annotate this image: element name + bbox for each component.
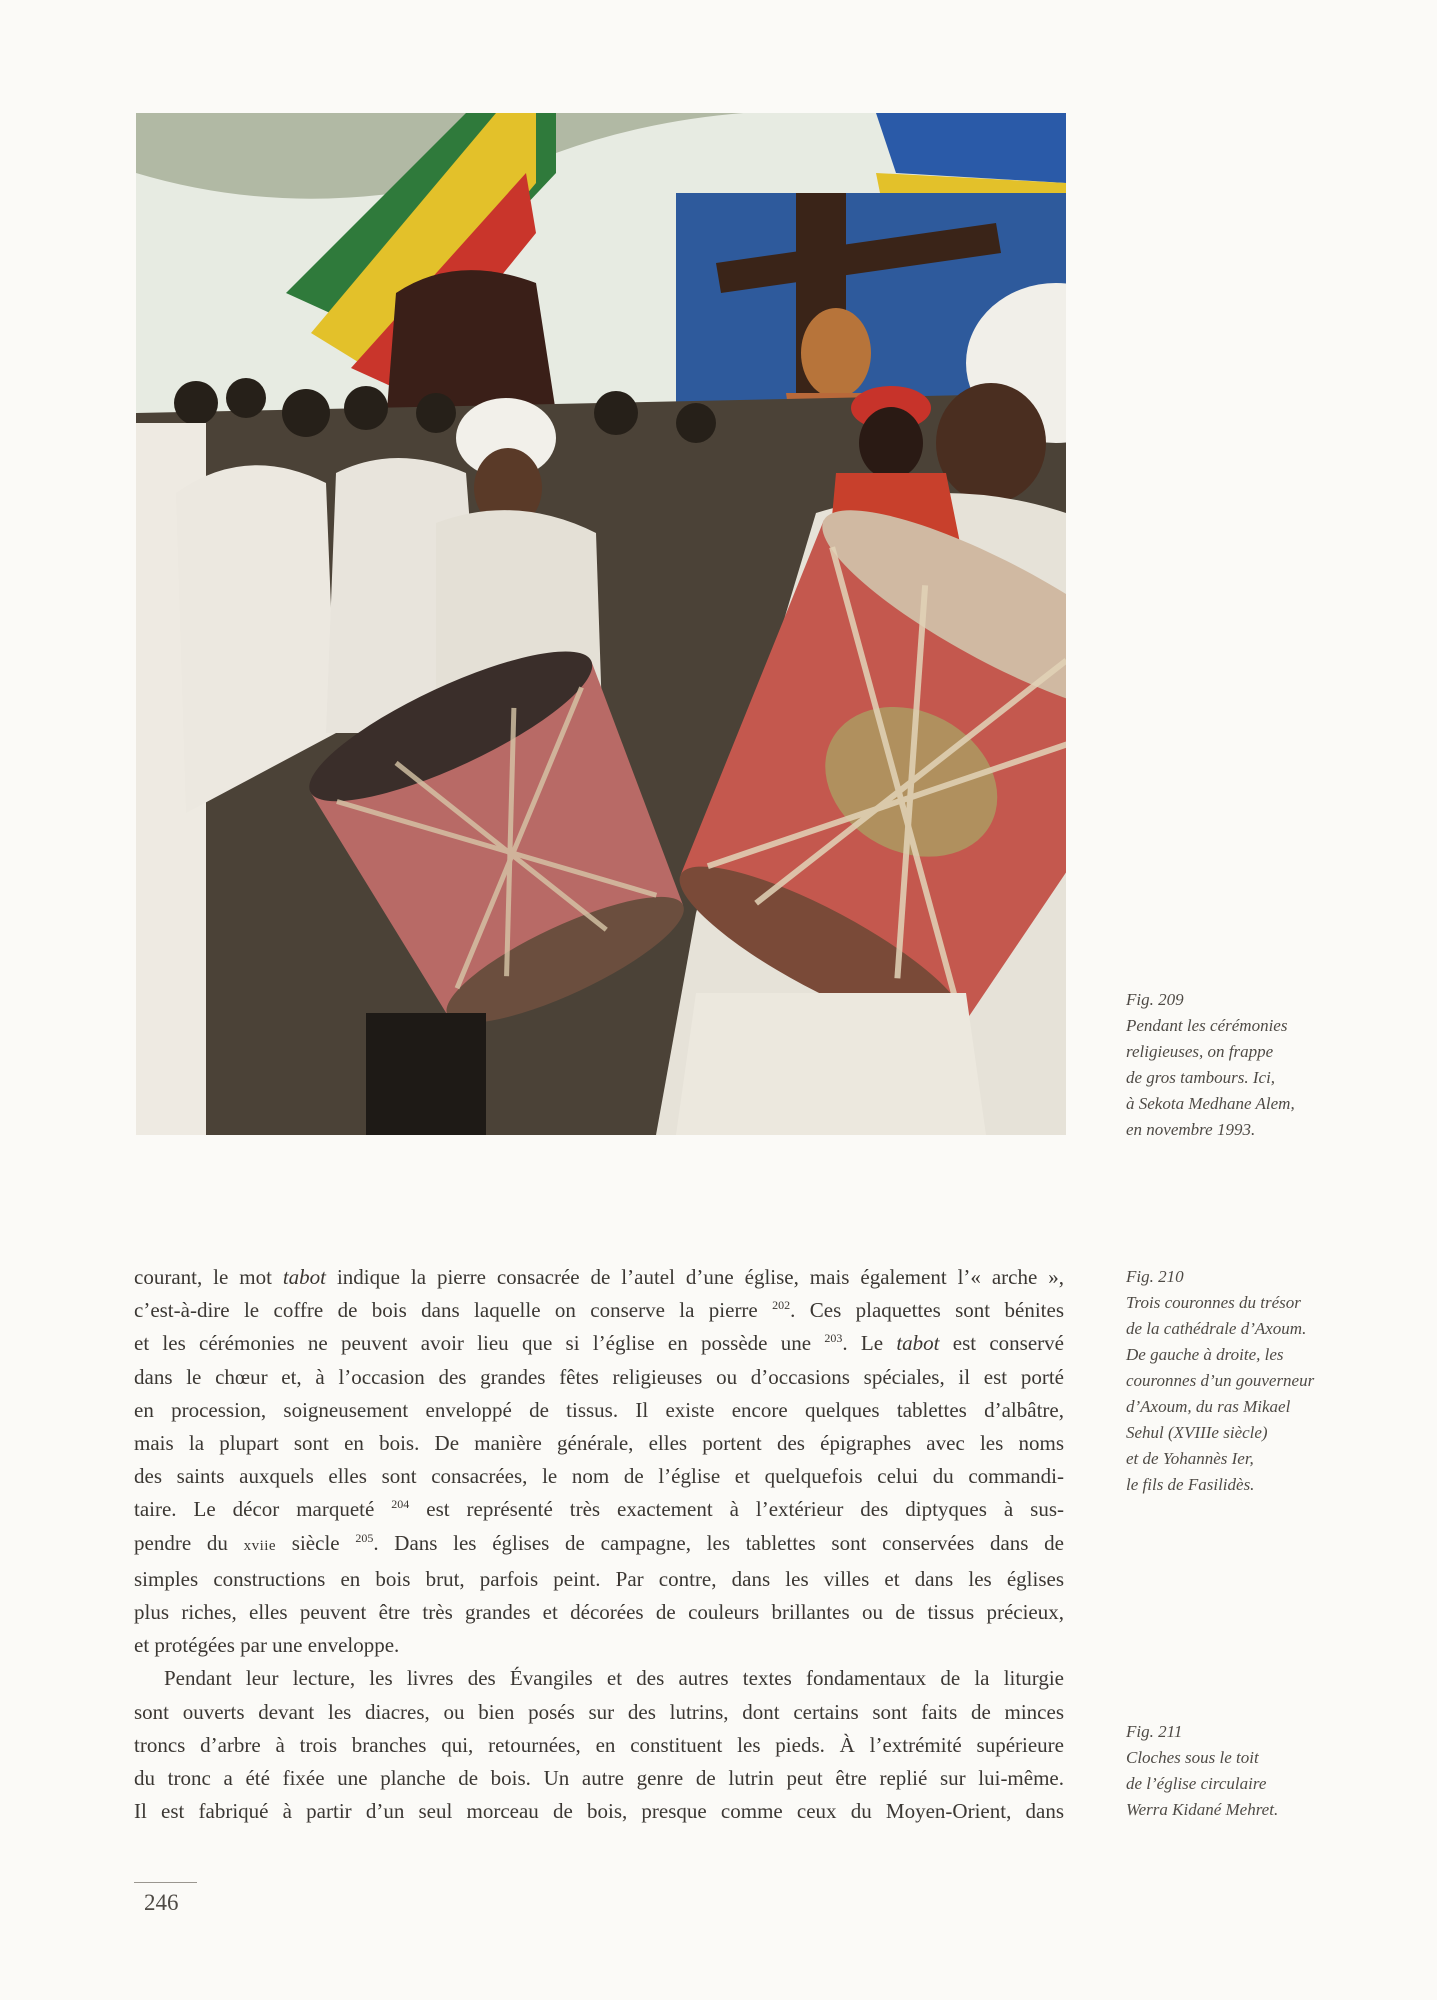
caption-fig-209 <box>1126 987 1426 1143</box>
footnote-ref: 205 <box>355 1530 374 1545</box>
body-line <box>134 1261 1064 1294</box>
caption-fig-label: Fig. 210 <box>1126 1267 1184 1286</box>
caption-line: à Sekota Medhane Alem, <box>1126 1094 1295 1113</box>
caption-fig-label: Fig. 211 <box>1126 1722 1183 1741</box>
text-run: pendre du <box>134 1530 244 1555</box>
text-run: courant, le mot <box>134 1265 283 1289</box>
body-line <box>134 1294 1064 1327</box>
italic-term: tabot <box>282 1265 327 1289</box>
footer-rule <box>134 1882 197 1883</box>
caption-line: de la cathédrale d’Axoum. <box>1126 1319 1307 1338</box>
body-text <box>134 1261 1064 1828</box>
body-line: sont ouverts devant les diacres, ou bien posés sur des lutrins, dont certains sont faits de minces <box>134 1699 1064 1724</box>
caption-fig-label: Fig. 209 <box>1126 990 1184 1009</box>
body-line: des saints auxquels elles sont consacrées, le nom de l’église et quelquefois celui du commandi- <box>134 1464 1064 1489</box>
text-run: siècle <box>276 1530 356 1555</box>
body-line: simples constructions en bois brut, parfois peint. Par contre, dans les villes et dans les églises <box>134 1566 1064 1591</box>
footnote-ref: 204 <box>391 1497 410 1512</box>
footnote-ref: 203 <box>824 1331 843 1346</box>
caption-line: de gros tambours. Ici, <box>1126 1068 1276 1087</box>
text-run: est représenté très exactement à l’extérieur des diptyques à sus- <box>409 1497 1064 1522</box>
body-line: et protégées par une enveloppe. <box>134 1633 400 1658</box>
caption-line: Sehul (XVIIIe siècle) <box>1126 1423 1268 1442</box>
caption-line: Cloches sous le toit <box>1126 1748 1259 1767</box>
text-run: . Ces plaquettes sont bénites <box>790 1298 1064 1323</box>
caption-fig-211 <box>1126 1719 1426 1823</box>
caption-line: Pendant les cérémonies <box>1126 1016 1288 1035</box>
caption-line: de l’église circulaire <box>1126 1774 1267 1793</box>
body-line: dans le chœur et, à l’occasion des grandes fêtes religieuses ou d’occasions spéciales, il est porté <box>134 1364 1064 1389</box>
body-line: en procession, soigneusement enveloppé de tissus. Il existe encore quelques tablettes d’albâtre, <box>134 1397 1064 1422</box>
text-run: . Le <box>842 1331 897 1356</box>
caption-line: couronnes d’un gouverneur <box>1126 1371 1315 1390</box>
caption-line: Werra Kidané Mehret. <box>1126 1800 1279 1819</box>
body-line <box>134 1527 1064 1563</box>
century-smallcaps: xviie <box>243 1537 277 1554</box>
body-line: Il est fabriqué à partir d’un seul morceau de bois, presque comme ceux du Moyen-Orient, dans <box>134 1799 1064 1824</box>
page-number: 246 <box>144 1890 179 1915</box>
text-run: taire. Le décor marqueté <box>134 1497 392 1522</box>
caption-line: religieuses, on frappe <box>1126 1042 1274 1061</box>
caption-line: le fils de Fasilidès. <box>1126 1475 1255 1494</box>
caption-line: Trois couronnes du trésor <box>1126 1293 1301 1312</box>
body-line <box>134 1327 1064 1360</box>
text-run: et les cérémonies ne peuvent avoir lieu que si l’église en possède une <box>134 1331 825 1356</box>
body-line: mais la plupart sont en bois. De manière générale, elles portent des épigraphes avec les noms <box>134 1431 1064 1456</box>
photo-drummers <box>136 113 1066 1135</box>
photo-drummers-ceremony-icon <box>136 113 1066 1135</box>
body-line: plus riches, elles peuvent être très grandes et décorées de couleurs brillantes ou de tissus précieux, <box>134 1600 1064 1625</box>
text-run: indique la pierre consacrée de l’autel d’une église, mais également l’« arche », <box>326 1265 1064 1289</box>
body-line: Pendant leur lecture, les livres des Évangiles et des autres textes fondamentaux de la liturgie <box>164 1666 1064 1691</box>
body-line: troncs d’arbre à trois branches qui, retournées, en constituent les pieds. À l’extrémité supérieure <box>134 1732 1064 1757</box>
caption-line: et de Yohannès Ier, <box>1126 1449 1254 1468</box>
caption-line: d’Axoum, du ras Mikael <box>1126 1397 1291 1416</box>
caption-line: De gauche à droite, les <box>1126 1345 1284 1364</box>
text-run: c’est-à-dire le coffre de bois dans laquelle on conserve la pierre <box>134 1298 773 1323</box>
body-line: du tronc a été fixée une planche de bois. Un autre genre de lutrin peut être replié sur lui-même. <box>134 1766 1064 1791</box>
footnote-ref: 202 <box>772 1298 791 1313</box>
text-run: . Dans les églises de campagne, les tablettes sont conservées dans de <box>373 1530 1064 1555</box>
caption-line: en novembre 1993. <box>1126 1120 1256 1139</box>
text-run: est conservé <box>939 1331 1064 1356</box>
caption-fig-210 <box>1126 1264 1426 1498</box>
body-line <box>134 1493 1064 1526</box>
italic-term: tabot <box>896 1331 940 1356</box>
